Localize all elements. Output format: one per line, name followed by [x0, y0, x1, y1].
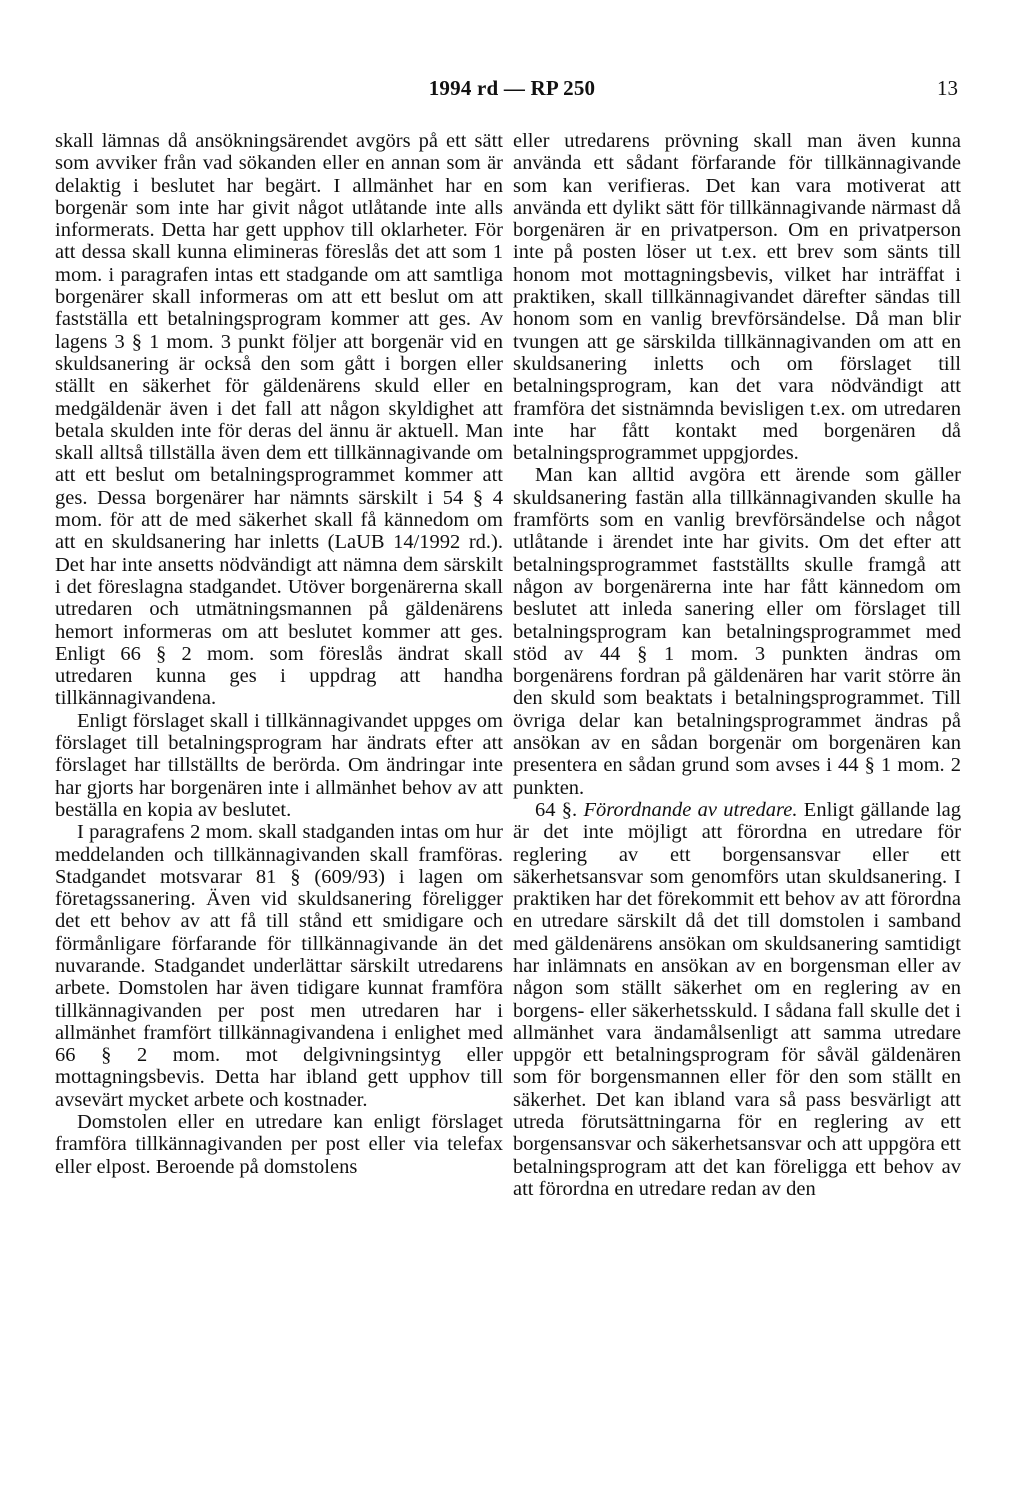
- left-paragraph-1: skall lämnas då ansökningsärendet avgörs på ett sätt som avviker från vad sökanden eller en annan som är delaktig i beslutet har begärt. I allmänhet har en borgenär som inte har givit något utlåtande inte alls informerats. Detta har gett upphov till oklarheter. För att dessa skall kunna elimineras föreslås det att som 1 mom. i paragrafen intas ett stadgande om att samtliga borgenärer skall informeras om att ett beslut om att fastställa ett betalningsprogram kommer att ges. Av lagens 3 § 1 mom. 3 punkt följer att borgenär vid en skuldsanering är också den som gått i borgen eller ställt en säkerhet för gäldenärens skuld eller en medgäldenär även i det fall att någon skyldighet att betala skulden inte för deras del ännu är aktuell. Man skall alltså tillställa även dem ett tillkännagivande om att ett beslut om betalningsprogrammet kommer att ges. Dessa borgenärer har nämnts särskilt i 54 § 4 mom. för att de med säkerhet skall få kännedom om att en skuldsanering har inletts (LaUB 14/1992 rd.). Det har inte ansetts nödvändigt att nämna dem särskilt i det föreslagna stadgandet. Utöver borgenärerna skall utredaren och utmätningsmannen på gäldenärens hemort informeras om att beslutet kommer att ges. Enligt 66 § 2 mom. som föreslås ändrat skall utredaren kunna ges i uppdrag att handha tillkännagivandena.: [55, 130, 503, 710]
- right-paragraph-2: Man kan alltid avgöra ett ärende som gäller skuldsanering fastän alla tillkännagivanden skulle ha framförts som en vanlig brevförsändelse och något utlåtande i ärendet inte har givits. Om det efter att betalningsprogrammet fastställts skulle framgå att någon av borgenärerna inte har fått kännedom om beslutet att inleda sanering eller om förslaget till betalningsprogram kan betalningsprogrammet med stöd av 44 § 1 mom. 3 punkten ändras om borgenärens fordran på gäldenären har varit större än den skuld som beaktats i betalningsprogrammet. Till övriga delar kan betalningsprogrammet ändras på ansökan av en sådan borgenär om borgenären kan presentera en sådan grund som avses i 44 § 1 mom. 2 punkten.: [513, 464, 961, 799]
- section-number: 64 §.: [535, 798, 584, 821]
- left-paragraph-2: Enligt förslaget skall i tillkännagivandet uppges om förslaget till betalningsprogram har ändrats efter att förslaget har tillställts de berörda. Om ändringar inte har gjorts har borgenären inte i allmänhet behov av att beställa en kopia av beslutet.: [55, 709, 503, 821]
- left-paragraph-3: I paragrafens 2 mom. skall stadganden intas om hur meddelanden och tillkännagivanden skall framföras. Stadgandet motsvarar 81 § (609/93) i lagen om företagssanering. Även vid skuldsanering föreligger det ett behov av att få till stånd ett smidigare och förmånligare förfarande för tillkännagivande än det nuvarande. Stadgandet underlättar särskilt utredarens arbete. Domstolen har även tidigare kunnat framföra tillkännagivanden per post men utredaren har i allmänhet framfört tillkännagivandena i enlighet med 66 § 2 mom. mot delgivningsintyg eller mottagningsbevis. Detta har ibland gett upphov till avsevärt mycket arbete och kostnader.: [55, 821, 503, 1111]
- right-paragraph-1: eller utredarens prövning skall man även kunna använda ett sådant förfarande för tillkännagivande som kan verifieras. Det kan vara motiverat att använda ett dylikt sätt för tillkännagivande närmast då borgenären är en privatperson. Om en privatperson inte på posten löser ut t.ex. ett brev som sänts till honom mot mottagningsbevis, vilket har inträffat i praktiken, skall tillkännagivandet därefter sändas till honom som en vanlig brevförsändelse. Då man blir tvungen att ge särskilda tillkännagivanden om att en skuldsanering inletts och om förslaget till betalningsprogram, kan det vara nödvändigt att framföra det sistnämnda bevisligen t.ex. om utredaren inte har fått kontakt med borgenären då betalningsprogrammet uppgjordes.: [513, 130, 961, 465]
- left-paragraph-4: Domstolen eller en utredare kan enligt förslaget framföra tillkännagivanden per post eller via telefax eller elpost. Beroende på domstolens: [55, 1111, 503, 1178]
- left-column: [55, 130, 503, 1178]
- page-header: [0, 76, 1024, 106]
- right-column: [513, 130, 961, 1200]
- page-number: 13: [937, 76, 958, 100]
- right-paragraph-3: [513, 799, 961, 1200]
- header-title: 1994 rd — RP 250: [428, 76, 596, 100]
- section-heading: Förordnande av utredare.: [583, 798, 798, 821]
- section-body: Enligt gällande lag är det inte möjligt att förordna en utredare för reglering av ett borgensansvar eller ett säkerhetsansvar som genomförs utan skuldsanering. I praktiken har det förekommit ett behov av att förordna en utredare särskilt då det till domstolen i samband med gäldenärens ansökan om skuldsanering samtidigt har inlämnats en ansökan av en borgensman eller av någon som ställt säkerhet om en reglering av en borgens- eller säkerhetsskuld. I sådana fall skulle det i allmänhet vara ändamålsenligt att samma utredare uppgör ett betalningsprogram för såväl gäldenären som för borgensmannen eller för den som ställt en säkerhet. Det kan ibland vara så pass besvärligt att utreda förutsättningarna för en reglering av ett borgensansvar och säkerhetsansvar och att uppgöra ett betalningsprogram att det kan föreligga ett behov av att förordna en utredare redan av den: [513, 798, 962, 1200]
